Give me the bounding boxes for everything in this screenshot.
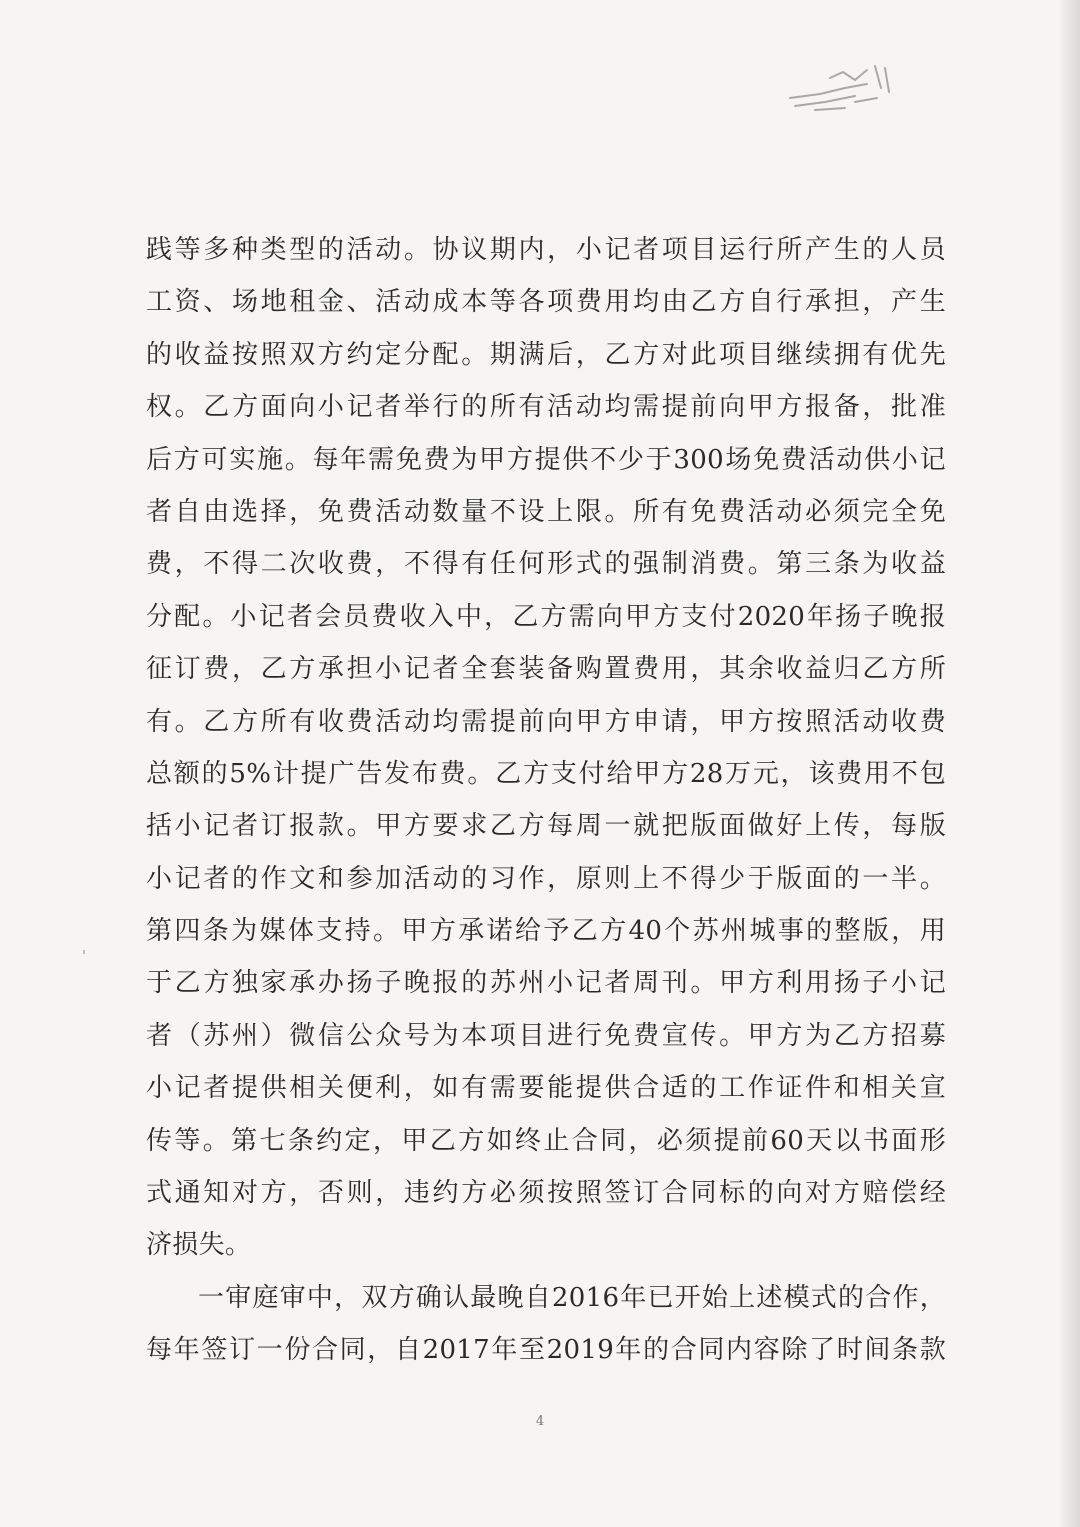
text-line: 济损失。 (146, 1230, 252, 1261)
text-line: 分配。小记者会员费收入中，乙方需向甲方支付2020年扬子晚报 (146, 601, 946, 632)
handwritten-mark (785, 58, 905, 118)
text-line: 每年签订一份合同，自2017年至2019年的合同内容除了时间条款 (146, 1335, 946, 1366)
text-line: 一审庭审中，双方确认最晚自2016年已开始上述模式的合作， (198, 1282, 946, 1313)
text-line: 式通知对方，否则，违约方必须按照签订合同标的向对方赔偿经 (146, 1178, 946, 1209)
text-line: 第四条为媒体支持。甲方承诺给予乙方40个苏州城事的整版，用 (146, 916, 946, 947)
text-line: 者自由选择，免费活动数量不设上限。所有免费活动必须完全免 (146, 496, 946, 527)
page-edge-shadow (1058, 0, 1080, 1527)
text-line: 有。乙方所有收费活动均需提前向甲方申请，甲方按照活动收费 (146, 706, 946, 737)
page-number: 4 (535, 1414, 545, 1429)
text-line: 征订费，乙方承担小记者全套装备购置费用，其余收益归乙方所 (146, 654, 946, 685)
text-line: 的收益按照双方约定分配。期满后，乙方对此项目继续拥有优先 (146, 339, 946, 370)
text-line: 工资、场地租金、活动成本等各项费用均由乙方自行承担，产生 (146, 287, 946, 318)
text-line: 践等多种类型的活动。协议期内，小记者项目运行所产生的人员 (146, 235, 946, 265)
text-line: 费，不得二次收费，不得有任何形式的强制消费。第三条为收益 (146, 549, 946, 580)
text-line: 括小记者订报款。甲方要求乙方每周一就把版面做好上传，每版 (146, 811, 946, 842)
text-line: 小记者的作文和参加活动的习作，原则上不得少于版面的一半。 (146, 863, 946, 894)
document-body (146, 224, 946, 1377)
text-line: 小记者提供相关便利，如有需要能提供合适的工作证件和相关宣 (146, 1073, 946, 1104)
text-line: 传等。第七条约定，甲乙方如终止合同，必须提前60天以书面形 (146, 1125, 946, 1156)
text-line: 者（苏州）微信公众号为本项目进行免费宣传。甲方为乙方招募 (146, 1020, 946, 1051)
text-line: 权。乙方面向小记者举行的所有活动均需提前向甲方报备，批准 (146, 392, 946, 423)
scan-speck (83, 950, 85, 954)
text-line: 总额的5%计提广告发布费。乙方支付给甲方28万元，该费用不包 (146, 758, 946, 789)
text-line: 于乙方独家承办扬子晚报的苏州小记者周刊。甲方利用扬子小记 (146, 968, 946, 999)
text-line: 后方可实施。每年需免费为甲方提供不少于300场免费活动供小记 (146, 444, 946, 475)
